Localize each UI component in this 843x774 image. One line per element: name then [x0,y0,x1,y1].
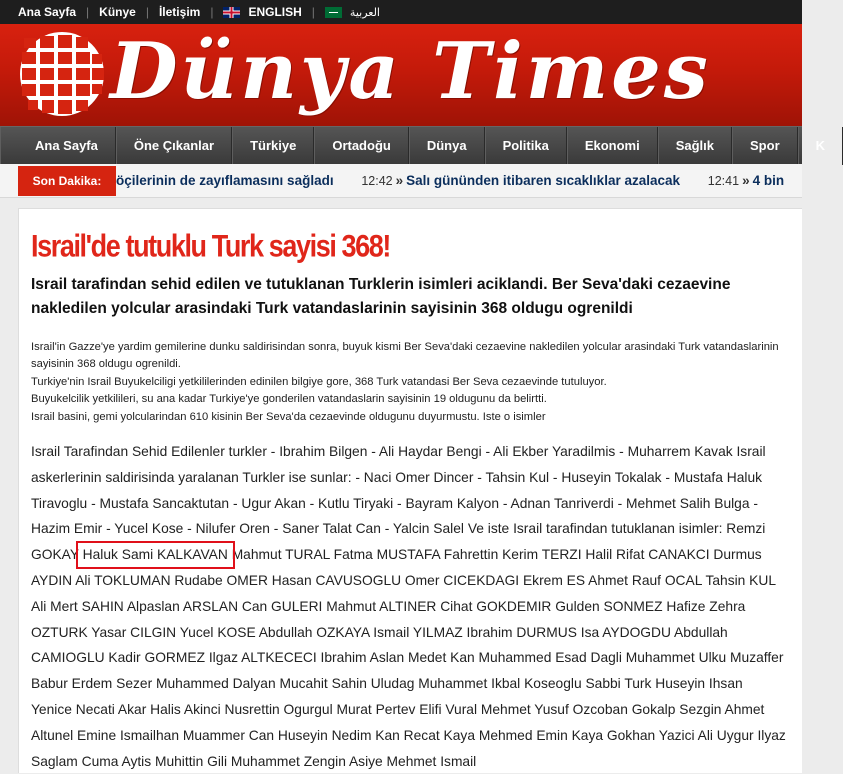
ticker-headline[interactable]: öçilerinin de zayıflamasını sağladı [116,173,334,188]
nav-item-politika[interactable]: Politika [485,127,567,165]
breaking-news-ticker [0,164,802,198]
article-title: Israil'de tutuklu Turk sayisi 368! [31,229,390,264]
topbar-link-arabic[interactable]: العربية [349,6,380,19]
nav-item-saglik[interactable]: Sağlık [658,127,732,165]
article-paragraph: Buyukelcilik yetkilileri, su ana kadar Turkiye'ye gonderilen vatandaslarin sayisinin 19 oldugunu da belirtti. [31,393,547,406]
ticker-track [116,164,784,198]
highlighted-name: Haluk Sami KALKAVAN [80,545,231,565]
ticker-arrow-icon: » [395,173,404,188]
topbar-link-kunye[interactable]: Künye [99,5,136,19]
topbar-separator: | [210,5,214,19]
nav-item-spor[interactable]: Spor [732,127,798,165]
ticker-time: 12:42 [361,174,393,188]
top-bar [0,0,802,24]
names-list [31,439,786,774]
ticker-time: 12:41 [707,174,740,188]
names-text: Mahmut TURAL Fatma MUSTAFA Fahrettin Kerim TERZI Halil Rifat CANAKCI Durmus AYDIN Ali TOKLUMAN Rudabe OMER Hasan CAVUSOGLU Omer CICEKDAGI Ekrem ES Ahmet Rauf OCAL Tahsin KUL Ali Mert SAHIN Alpaslan ARSLAN Can GULERI Mahmut ALTINER Cihat GOKDEMIR Gulden SONMEZ Hafize Zehra OZTURK Yasar CILGIN Yucel KOSE Abdullah OZKAYA Ismail YILMAZ Ibrahim DURMUS Isa AYDOGDU Abdullah CAMIOGLU Kadir GORMEZ Ilgaz ALTKECECI Ibrahim Aslan Medet Kan Muhammed Esad Dagli Muhammet Ulku Muzaffer Babur Erdem Sezer Muhammed Dalyan Mucahit Sahin Uludag Muhammet Ikbal Koseoglu Sabbi Turk Huseyin Ihsan Yenice Necati Akar Halis Akinci Nusrettin Ogurgul Murat Pertev Elifi Vural Mehmet Yusuf Ozcoban Gokalp Sezgin Ahmet Altunel Emine Ismailhan Muammer Can Huseyin Nedim Kan Recat Kaya Mehmed Emin Kaya Gokhan Yazici Ali Uygur Ilyaz Saglam Cuma Aytis Muhittin Gili Muhammet Zengin Asiye Mehmet Ismail [31,547,786,769]
nav-item-ana-sayfa[interactable]: Ana Sayfa [0,127,116,165]
topbar-link-iletisim[interactable]: İletişim [158,5,201,19]
ticker-label: Son Dakika: [18,166,116,196]
nav-item-one-cikanlar[interactable]: Öne Çıkanlar [116,127,232,165]
nav-item-ortadogu[interactable]: Ortadoğu [314,127,409,165]
ticker-headline[interactable]: 4 bin [752,173,785,188]
nav-item-turkiye[interactable]: Türkiye [232,127,314,165]
nav-item-dunya[interactable]: Dünya [409,127,485,165]
main-nav [0,126,826,164]
article-subtitle: Israil tarafindan sehid edilen ve tutuklanan Turklerin isimleri aciklandi. Ber Seva'daki cezaevine nakledilen yolcular arasindaki Turk vatandaslarinin sayisinin 368 oldugu ogrenildi [31,276,731,317]
article-paragraph: Israil'in Gazze'ye yardim gemilerine dunku saldirisindan sonra, buyuk kismi Ber Seva'daki cezaevine nakledilen yolcular arasindaki Turk vatandaslarinin sayisinin 368 oldugu ogrenildi. [31,341,779,371]
nav-item-overflow[interactable]: K [798,127,843,165]
topbar-separator: | [145,5,149,19]
ticker-arrow-icon: » [742,173,750,188]
article-paragraph: Israil basini, gemi yolcularindan 610 kisinin Ber Seva'da cezaevinde oldugunu duyurmustu. Iste o isimler [31,410,546,423]
globe-logo-icon[interactable] [20,32,104,116]
topbar-separator: | [86,5,90,19]
nav-item-ekonomi[interactable]: Ekonomi [567,127,658,165]
site-logo[interactable]: Dünya Times [110,26,711,117]
masthead [0,24,802,126]
article-container [18,208,802,773]
uk-flag-icon[interactable] [223,7,240,18]
topbar-link-english[interactable]: ENGLISH [248,5,302,19]
saudi-flag-icon[interactable] [325,7,342,18]
topbar-link-home[interactable]: Ana Sayfa [18,5,77,19]
ticker-headline[interactable]: Salı gününden itibaren sıcaklıklar azalacak [406,173,681,188]
article-paragraph: Turkiye'nin Israil Buyukelciligi yetkililerinden edinilen bilgiye gore, 368 Turk vatandasi Ber Seva cezaevinde tutuluyor. [31,375,607,388]
names-text: Israil Tarafindan Sehid Edilenler turkler - Ibrahim Bilgen - Ali Haydar Bengi - Ali Ekber Yaradilmis - Muharrem Kavak Israil askerlerinin saldirisinda yaralanan Turkler ise sunlar: - Naci Omer Dincer - Tahsin Kul - Huseyin Tokalak - Mustafa Haluk Tiravoglu - Mustafa Sancaktutan - Ugur Akan - Kutlu Tiryaki - Bayram Kalyon - Adnan Tanriverdi - Mehmet Salih Bulga - Hazim Emir - Yucel Kose - Nilufer Oren - Saner Talat Can - Yalcin Salel Ve iste Israil tarafindan tutuklanan isimler: Remzi GOKAY [31,444,766,563]
article-intro [31,339,786,426]
topbar-separator: | [311,5,315,19]
